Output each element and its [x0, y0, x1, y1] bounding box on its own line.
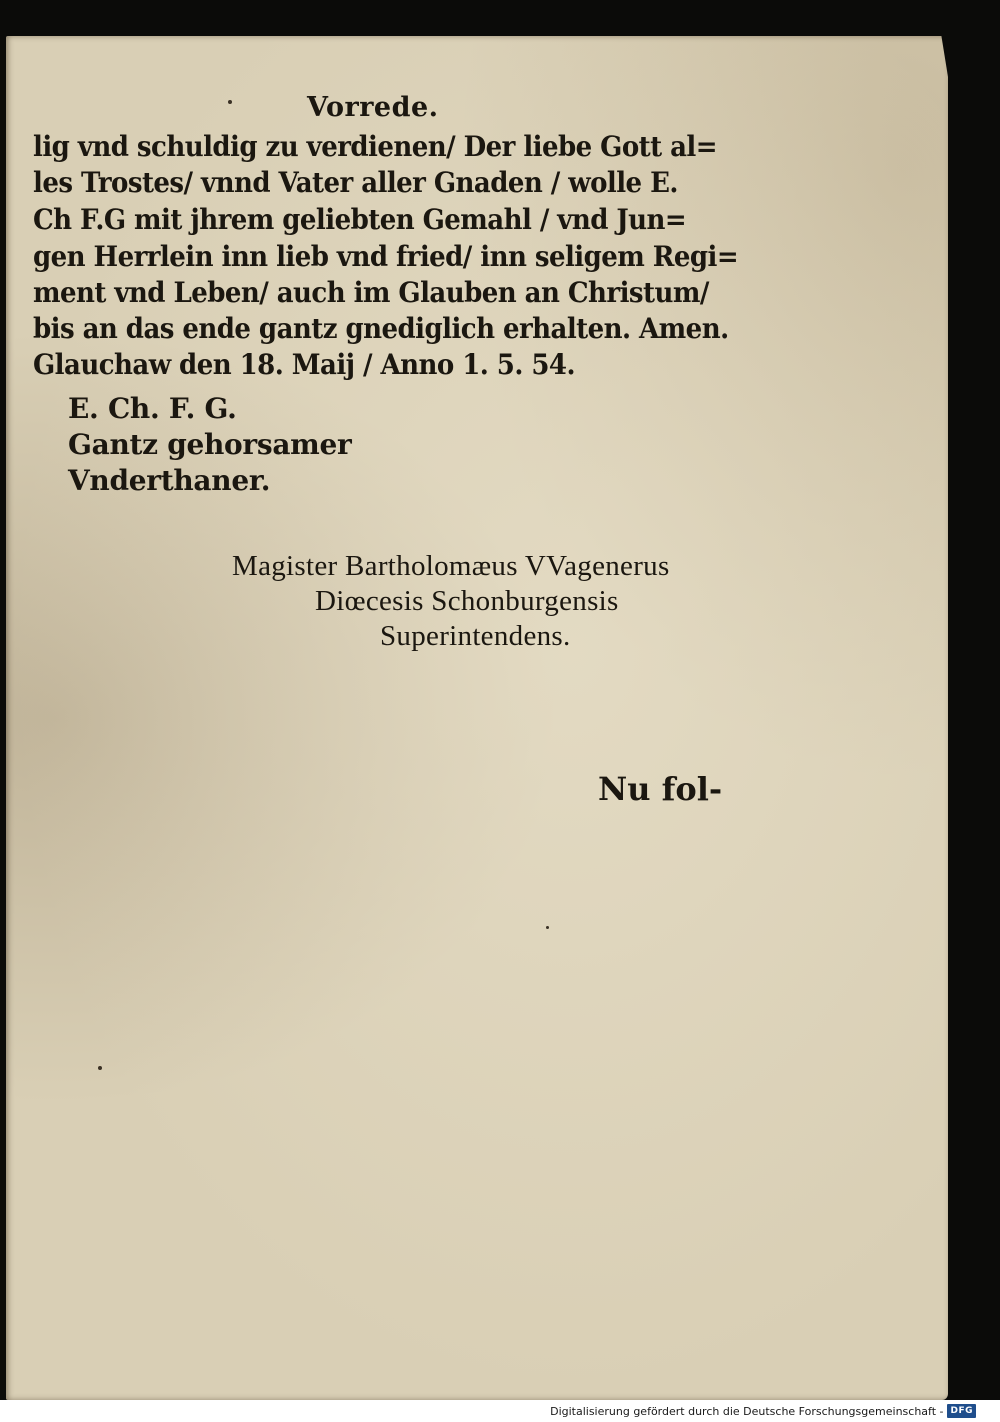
- body-line: bis an das ende gantz gnediglich erhalten. Amen.: [33, 312, 729, 345]
- body-line: lig vnd schuldig zu verdienen/ Der liebe Gott al=: [33, 130, 718, 163]
- signature-line: E. Ch. F. G.: [68, 392, 237, 425]
- dfg-logo-icon: DFG: [947, 1404, 976, 1418]
- ink-speck: [228, 100, 232, 104]
- latin-signature-line: Superintendens.: [380, 620, 571, 652]
- latin-signature-line: Magister Bartholomæus VVagenerus: [232, 550, 670, 582]
- catchword: Nu fol-: [598, 770, 723, 808]
- body-line: ment vnd Leben/ auch im Glauben an Christum/: [33, 276, 709, 309]
- ink-speck: [98, 1066, 102, 1070]
- latin-signature-line: Diœcesis Schonburgensis: [315, 585, 619, 617]
- body-line: Glauchaw den 18. Maij / Anno 1. 5. 54.: [33, 348, 575, 381]
- body-line: Ch F.G mit jhrem geliebten Gemahl / vnd Jun=: [33, 203, 687, 236]
- signature-line: Gantz gehorsamer: [68, 428, 352, 461]
- ink-speck: [546, 926, 549, 929]
- footer-credit: Digitalisierung gefördert durch die Deutsche Forschungsgemeinschaft -: [550, 1404, 944, 1418]
- digitization-footer: [550, 1403, 976, 1419]
- signature-line: Vnderthaner.: [68, 464, 271, 497]
- running-head: Vorrede.: [307, 92, 439, 123]
- body-line: gen Herrlein inn lieb vnd fried/ inn seligem Regi=: [33, 240, 739, 273]
- body-line: les Trostes/ vnnd Vater aller Gnaden / wolle E.: [33, 166, 678, 199]
